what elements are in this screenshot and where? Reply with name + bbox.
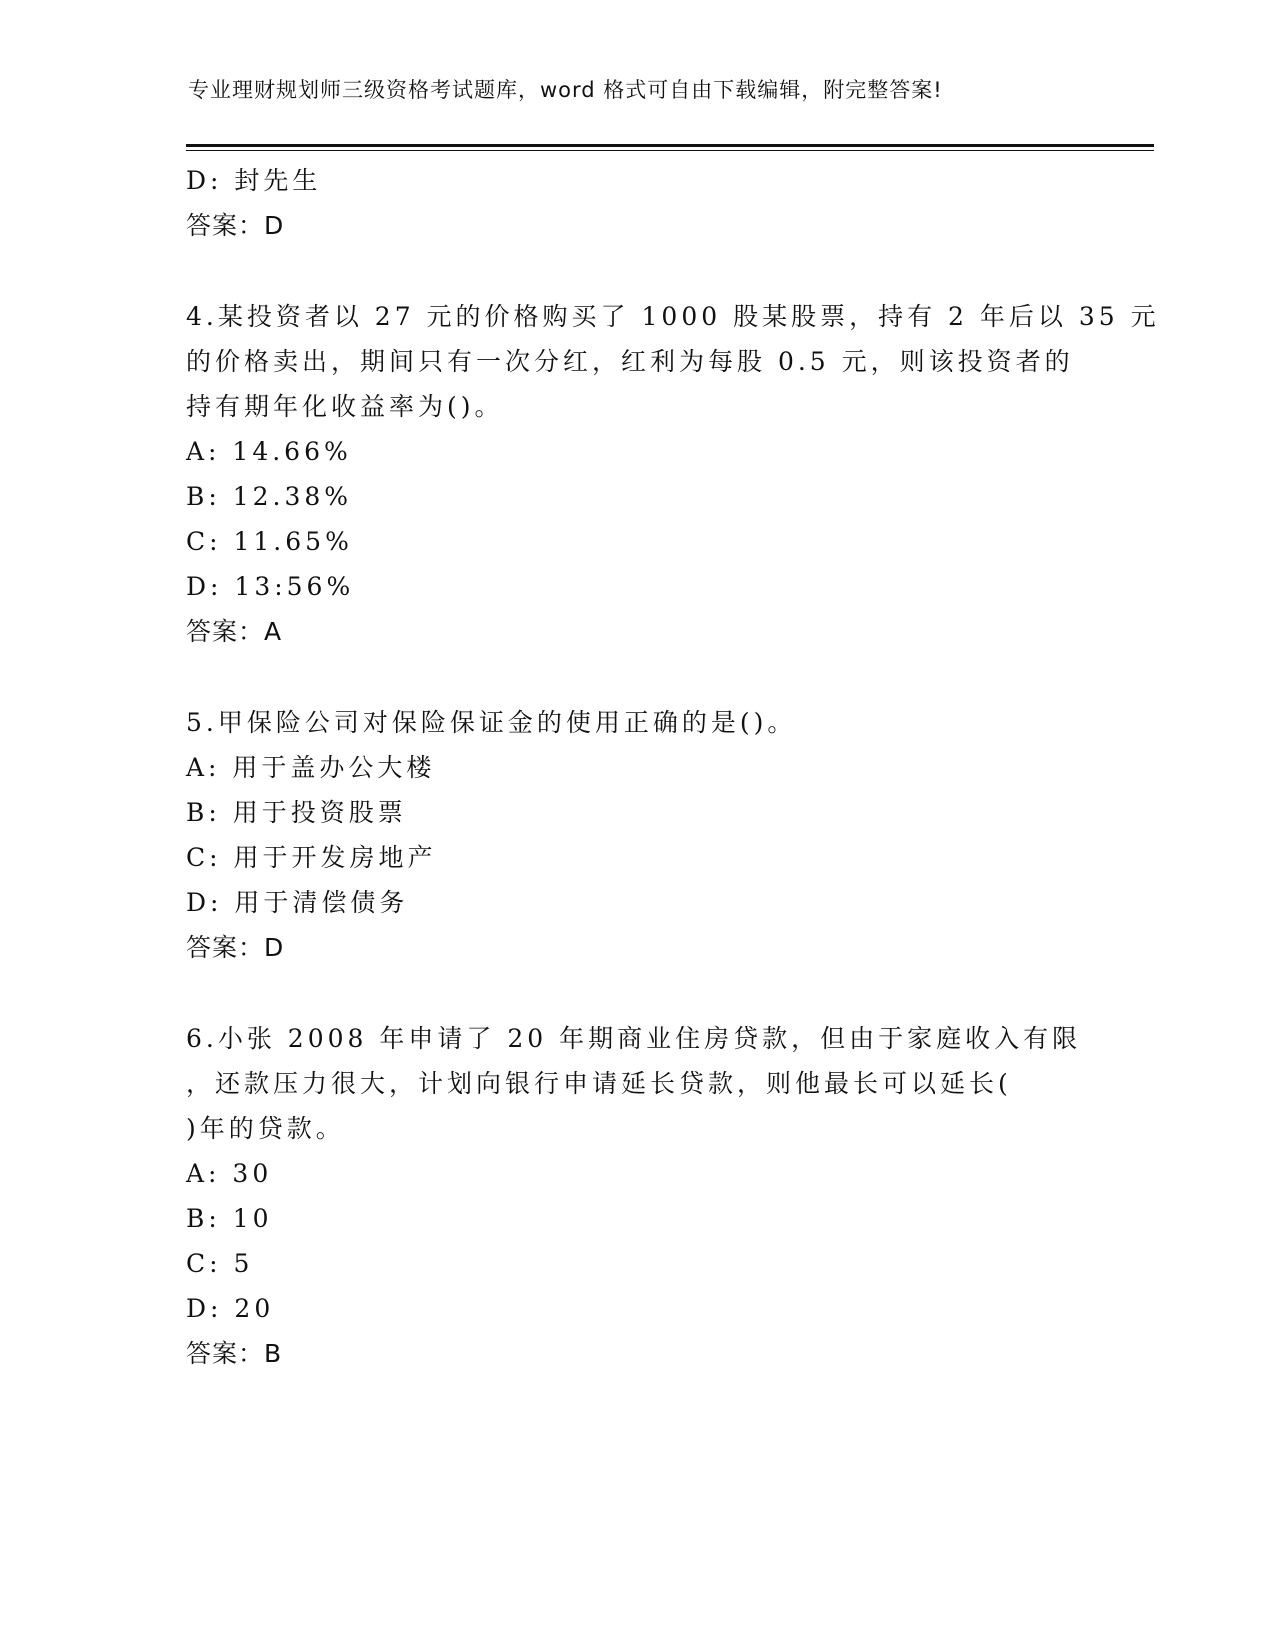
q4-stem-line-3: 持有期年化收益率为()。: [186, 392, 504, 421]
spacer: [186, 970, 1086, 1016]
q6-option-d: D: 20: [186, 1294, 275, 1323]
q5-option-d: D: 用于清偿债务: [186, 888, 409, 917]
header-rule-thick: [186, 144, 1154, 147]
q6-answer: 答案：B: [186, 1339, 283, 1368]
q6-stem-line-1: 6.小张 2008 年申请了 20 年期商业住房贷款，但由于家庭收入有限: [186, 1024, 1082, 1053]
document-body: [186, 158, 1160, 1376]
question-6: [186, 1016, 1086, 1376]
q4-option-c: C: 11.65%: [186, 527, 353, 556]
q4-option-a: A: 14.66%: [186, 437, 352, 466]
q3-option-d: D: 封先生: [186, 166, 322, 195]
question-3-tail: [186, 158, 1086, 248]
q6-option-c: C: 5: [186, 1249, 254, 1278]
q4-stem-line-1: 4.某投资者以 27 元的价格购买了 1000 股某股票，持有 2 年后以 35 元: [186, 302, 1160, 331]
q4-answer: 答案：A: [186, 617, 283, 646]
q4-option-d: D: 13:56%: [186, 572, 355, 601]
q4-option-b: B: 12.38%: [186, 482, 353, 511]
q6-option-a: A: 30: [186, 1159, 273, 1188]
question-5: [186, 700, 1086, 970]
document-header: 专业理财规划师三级资格考试题库，word 格式可自由下载编辑，附完整答案!: [188, 78, 943, 102]
header-rule-thin: [186, 150, 1154, 151]
q4-stem-line-2: 的价格卖出，期间只有一次分红，红利为每股 0.5 元，则该投资者的: [186, 347, 1074, 376]
q5-answer: 答案：D: [186, 933, 285, 962]
q6-option-b: B: 10: [186, 1204, 273, 1233]
q3-answer: 答案：D: [186, 211, 285, 240]
q5-option-a: A: 用于盖办公大楼: [186, 753, 436, 782]
q6-stem-line-3: )年的贷款。: [186, 1114, 345, 1143]
question-4: [186, 294, 1160, 654]
q5-option-b: B: 用于投资股票: [186, 798, 407, 827]
q5-option-c: C: 用于开发房地产: [186, 843, 437, 872]
spacer: [186, 248, 1086, 294]
q6-stem-line-2: ，还款压力很大，计划向银行申请延长贷款，则他最长可以延长(: [186, 1069, 1012, 1098]
spacer: [186, 654, 1086, 700]
q5-stem-line-1: 5.甲保险公司对保险保证金的使用正确的是()。: [186, 708, 797, 737]
